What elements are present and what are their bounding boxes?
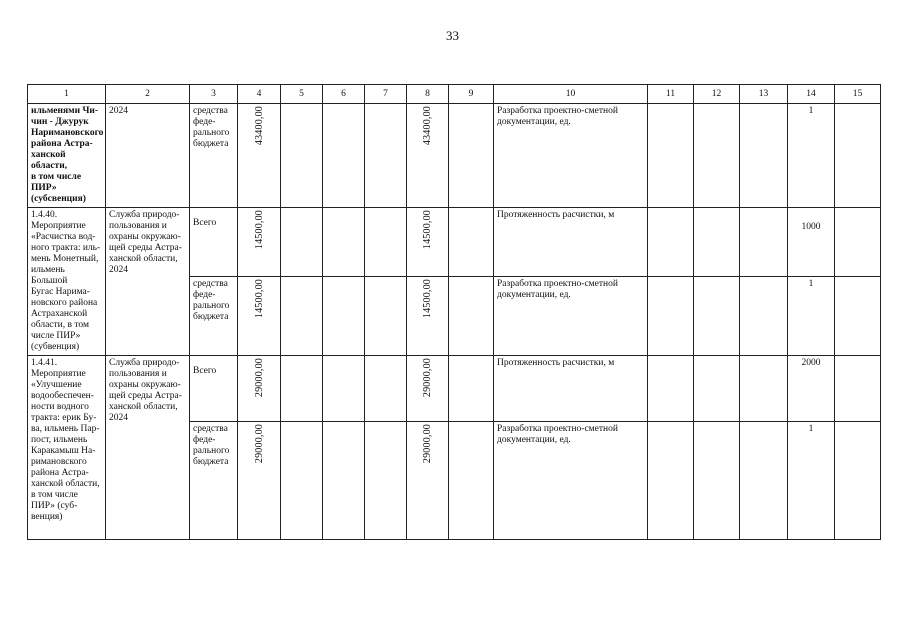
empty-cell bbox=[323, 104, 365, 208]
empty-cell bbox=[323, 208, 365, 277]
column-header-11: 11 bbox=[648, 85, 694, 104]
column-header-6: 6 bbox=[323, 85, 365, 104]
empty-cell bbox=[449, 422, 494, 540]
amount-cell-col4 bbox=[238, 104, 281, 208]
column-header-13: 13 bbox=[740, 85, 788, 104]
column-header-2: 2 bbox=[106, 85, 190, 104]
empty-cell bbox=[740, 276, 788, 355]
empty-cell bbox=[365, 104, 407, 208]
measure-name-cell: ильменями Чи- чин - Джурук Наримановского района Астра- ханской области, в том числе ПИР» (субсвенция) bbox=[28, 104, 106, 208]
column-header-12: 12 bbox=[694, 85, 740, 104]
column-header-8: 8 bbox=[407, 85, 449, 104]
header-row bbox=[28, 85, 881, 104]
target-value-cell: 1 bbox=[788, 104, 835, 208]
indicator-cell: Протяженность расчистки, м bbox=[494, 208, 648, 277]
amount-value: 14500,00 bbox=[253, 210, 265, 250]
target-value-cell: 1000 bbox=[788, 208, 835, 277]
empty-cell bbox=[835, 356, 881, 422]
empty-cell bbox=[449, 104, 494, 208]
amount-cell-col8 bbox=[407, 208, 449, 277]
column-header-9: 9 bbox=[449, 85, 494, 104]
empty-cell bbox=[648, 208, 694, 277]
amount-value: 14500,00 bbox=[422, 278, 433, 318]
amount-cell-col8 bbox=[407, 276, 449, 355]
empty-cell bbox=[694, 356, 740, 422]
empty-cell bbox=[835, 276, 881, 355]
empty-cell bbox=[365, 276, 407, 355]
amount-value: 29000,00 bbox=[422, 358, 433, 398]
empty-cell bbox=[365, 422, 407, 540]
measures-table bbox=[27, 84, 881, 540]
indicator-cell: Разработка проектно-сметной документации, ед. bbox=[494, 104, 648, 208]
table-row bbox=[28, 104, 881, 208]
empty-cell bbox=[694, 208, 740, 277]
table-row bbox=[28, 208, 881, 277]
empty-cell bbox=[835, 104, 881, 208]
empty-cell bbox=[323, 356, 365, 422]
executor-cell: 2024 bbox=[106, 104, 190, 208]
empty-cell bbox=[281, 422, 323, 540]
amount-cell-col8 bbox=[407, 356, 449, 422]
empty-cell bbox=[449, 356, 494, 422]
target-value-cell: 2000 bbox=[788, 356, 835, 422]
empty-cell bbox=[449, 208, 494, 277]
empty-cell bbox=[740, 208, 788, 277]
empty-cell bbox=[740, 104, 788, 208]
target-value-cell: 1 bbox=[788, 276, 835, 355]
measure-name-cell: 1.4.40. Мероприятие «Расчистка вод- ного тракта: иль- мень Монетный, ильмень Большой Бугас Нарима- новского района Астраханской области, в том числе ПИР» (субвенция) bbox=[28, 208, 106, 356]
empty-cell bbox=[281, 208, 323, 277]
empty-cell bbox=[648, 276, 694, 355]
funding-source-cell: средства феде- рального бюджета bbox=[190, 104, 238, 208]
column-header-1: 1 bbox=[28, 85, 106, 104]
empty-cell bbox=[835, 422, 881, 540]
amount-value: 14500,00 bbox=[253, 278, 265, 318]
empty-cell bbox=[281, 356, 323, 422]
empty-cell bbox=[694, 276, 740, 355]
empty-cell bbox=[365, 356, 407, 422]
empty-cell bbox=[694, 422, 740, 540]
empty-cell bbox=[648, 104, 694, 208]
indicator-cell: Разработка проектно-сметной документации, ед. bbox=[494, 276, 648, 355]
amount-value: 43400,00 bbox=[253, 106, 265, 146]
empty-cell bbox=[281, 276, 323, 355]
amount-value: 14500,00 bbox=[422, 210, 433, 250]
amount-value: 29000,00 bbox=[253, 424, 265, 464]
column-header-15: 15 bbox=[835, 85, 881, 104]
amount-cell-col4 bbox=[238, 208, 281, 277]
column-header-14: 14 bbox=[788, 85, 835, 104]
empty-cell bbox=[740, 422, 788, 540]
empty-cell bbox=[449, 276, 494, 355]
executor-cell: Служба природо- пользования и охраны окружаю- щей среды Астра- ханской области, 2024 bbox=[106, 356, 190, 540]
executor-cell: Служба природо- пользования и охраны окружаю- щей среды Астра- ханской области, 2024 bbox=[106, 208, 190, 356]
funding-source-cell: средства феде- рального бюджета bbox=[190, 276, 238, 355]
column-header-5: 5 bbox=[281, 85, 323, 104]
target-value-cell: 1 bbox=[788, 422, 835, 540]
empty-cell bbox=[835, 208, 881, 277]
funding-source-cell: средства феде- рального бюджета bbox=[190, 422, 238, 540]
amount-cell-col4 bbox=[238, 422, 281, 540]
empty-cell bbox=[694, 104, 740, 208]
empty-cell bbox=[365, 208, 407, 277]
column-header-10: 10 bbox=[494, 85, 648, 104]
amount-value: 29000,00 bbox=[422, 424, 433, 464]
empty-cell bbox=[323, 422, 365, 540]
page-number: 33 bbox=[446, 28, 459, 43]
indicator-cell: Разработка проектно-сметной документации, ед. bbox=[494, 422, 648, 540]
empty-cell bbox=[323, 276, 365, 355]
empty-cell bbox=[648, 422, 694, 540]
amount-cell-col8 bbox=[407, 422, 449, 540]
amount-cell-col8 bbox=[407, 104, 449, 208]
amount-value: 29000,00 bbox=[253, 358, 265, 398]
indicator-cell: Протяженность расчистки, м bbox=[494, 356, 648, 422]
column-header-7: 7 bbox=[365, 85, 407, 104]
measure-name-cell: 1.4.41. Мероприятие «Улучшение водообеспечен- ности водного тракта: ерик Бу- ва, ильмень Пар- пост, ильмень Каракамыш На- римановского района Астра- ханской области, в том числе ПИР» (суб- венция) bbox=[28, 356, 106, 540]
amount-value: 43400,00 bbox=[422, 106, 433, 146]
column-header-3: 3 bbox=[190, 85, 238, 104]
funding-source-cell: Всего bbox=[190, 208, 238, 277]
empty-cell bbox=[740, 356, 788, 422]
empty-cell bbox=[648, 356, 694, 422]
funding-source-cell: Всего bbox=[190, 356, 238, 422]
amount-cell-col4 bbox=[238, 356, 281, 422]
empty-cell bbox=[281, 104, 323, 208]
amount-cell-col4 bbox=[238, 276, 281, 355]
column-header-4: 4 bbox=[238, 85, 281, 104]
table-row bbox=[28, 356, 881, 422]
